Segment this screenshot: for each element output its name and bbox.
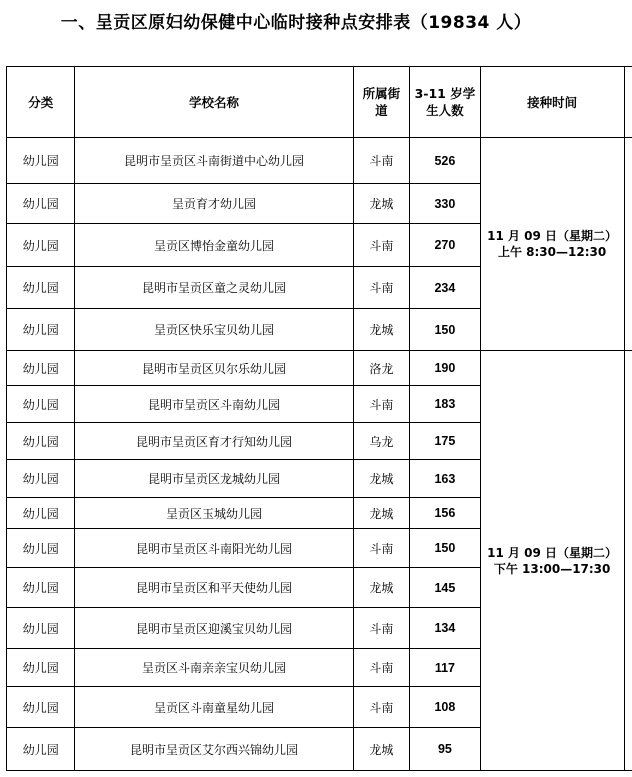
street-cell: 斗南 [353, 224, 410, 267]
time-date: 11 月 09 日（星期二） [487, 229, 618, 243]
category-cell: 幼儿园 [7, 351, 75, 386]
time-cell-afternoon [480, 351, 624, 771]
school-cell: 昆明市呈贡区贝尔乐幼儿园 [75, 351, 353, 386]
category-cell: 幼儿园 [7, 649, 75, 687]
header-school: 学校名称 [75, 67, 353, 138]
school-cell: 昆明市呈贡区龙城幼儿园 [75, 460, 353, 498]
school-cell: 昆明市呈贡区育才行知幼儿园 [75, 423, 353, 460]
students-cell: 145 [410, 568, 481, 608]
category-cell: 幼儿园 [7, 386, 75, 423]
header-time: 接种时间 [480, 67, 624, 138]
category-cell: 幼儿园 [7, 309, 75, 351]
students-cell: 156 [410, 498, 481, 529]
street-cell: 龙城 [353, 728, 410, 771]
page-title [0, 8, 632, 33]
header-category: 分类 [7, 67, 75, 138]
category-cell: 幼儿园 [7, 498, 75, 529]
category-cell: 幼儿园 [7, 423, 75, 460]
time-range: 上午 8:30—12:30 [497, 245, 607, 259]
students-cell: 175 [410, 423, 481, 460]
school-cell: 昆明市呈贡区迎溪宝贝幼儿园 [75, 608, 353, 649]
school-cell: 昆明市呈贡区艾尔西兴锦幼儿园 [75, 728, 353, 771]
street-cell: 龙城 [353, 498, 410, 529]
school-cell: 呈贡区博怡金童幼儿园 [75, 224, 353, 267]
school-cell: 昆明市呈贡区童之灵幼儿园 [75, 267, 353, 309]
school-cell: 昆明市呈贡区斗南幼儿园 [75, 386, 353, 423]
students-cell: 163 [410, 460, 481, 498]
street-cell: 斗南 [353, 529, 410, 568]
students-cell: 234 [410, 267, 481, 309]
vaccination-schedule-table [6, 66, 632, 771]
students-cell: 190 [410, 351, 481, 386]
students-cell: 134 [410, 608, 481, 649]
street-cell: 乌龙 [353, 423, 410, 460]
extra-cell [624, 351, 632, 771]
category-cell: 幼儿园 [7, 184, 75, 224]
category-cell: 幼儿园 [7, 138, 75, 184]
school-cell: 呈贡区玉城幼儿园 [75, 498, 353, 529]
title-text: 一、呈贡区原妇幼保健中心临时接种点安排表（19834 人） [60, 13, 532, 33]
school-cell: 呈贡区斗南亲亲宝贝幼儿园 [75, 649, 353, 687]
table-row [7, 351, 632, 386]
extra-column [624, 67, 632, 138]
category-cell: 幼儿园 [7, 687, 75, 728]
category-cell: 幼儿园 [7, 568, 75, 608]
street-cell: 斗南 [353, 649, 410, 687]
street-cell: 斗南 [353, 687, 410, 728]
category-cell: 幼儿园 [7, 224, 75, 267]
students-cell: 330 [410, 184, 481, 224]
students-cell: 150 [410, 529, 481, 568]
time-date: 11 月 09 日（星期二） [487, 545, 618, 560]
students-cell: 150 [410, 309, 481, 351]
category-cell: 幼儿园 [7, 608, 75, 649]
students-cell: 108 [410, 687, 481, 728]
students-cell: 183 [410, 386, 481, 423]
street-cell: 斗南 [353, 138, 410, 184]
school-cell: 昆明市呈贡区斗南街道中心幼儿园 [75, 138, 353, 184]
table-row [7, 138, 632, 184]
street-cell: 斗南 [353, 267, 410, 309]
street-cell: 龙城 [353, 460, 410, 498]
school-cell: 呈贡区斗南童星幼儿园 [75, 687, 353, 728]
time-range: 下午 13:00—17:30 [493, 561, 611, 576]
street-cell: 龙城 [353, 309, 410, 351]
street-cell: 斗南 [353, 608, 410, 649]
school-cell: 呈贡育才幼儿园 [75, 184, 353, 224]
header-students: 3-11 岁学生人数 [410, 67, 481, 138]
school-cell: 昆明市呈贡区和平天使幼儿园 [75, 568, 353, 608]
street-cell: 洛龙 [353, 351, 410, 386]
time-cell-morning [480, 138, 624, 351]
category-cell: 幼儿园 [7, 529, 75, 568]
category-cell: 幼儿园 [7, 728, 75, 771]
students-cell: 95 [410, 728, 481, 771]
street-cell: 龙城 [353, 568, 410, 608]
students-cell: 270 [410, 224, 481, 267]
header-street: 所属街道 [353, 67, 410, 138]
extra-cell [624, 138, 632, 351]
students-cell: 117 [410, 649, 481, 687]
street-cell: 斗南 [353, 386, 410, 423]
category-cell: 幼儿园 [7, 460, 75, 498]
school-cell: 昆明市呈贡区斗南阳光幼儿园 [75, 529, 353, 568]
school-cell: 呈贡区快乐宝贝幼儿园 [75, 309, 353, 351]
street-cell: 龙城 [353, 184, 410, 224]
header-row [7, 67, 632, 138]
category-cell: 幼儿园 [7, 267, 75, 309]
students-cell: 526 [410, 138, 481, 184]
